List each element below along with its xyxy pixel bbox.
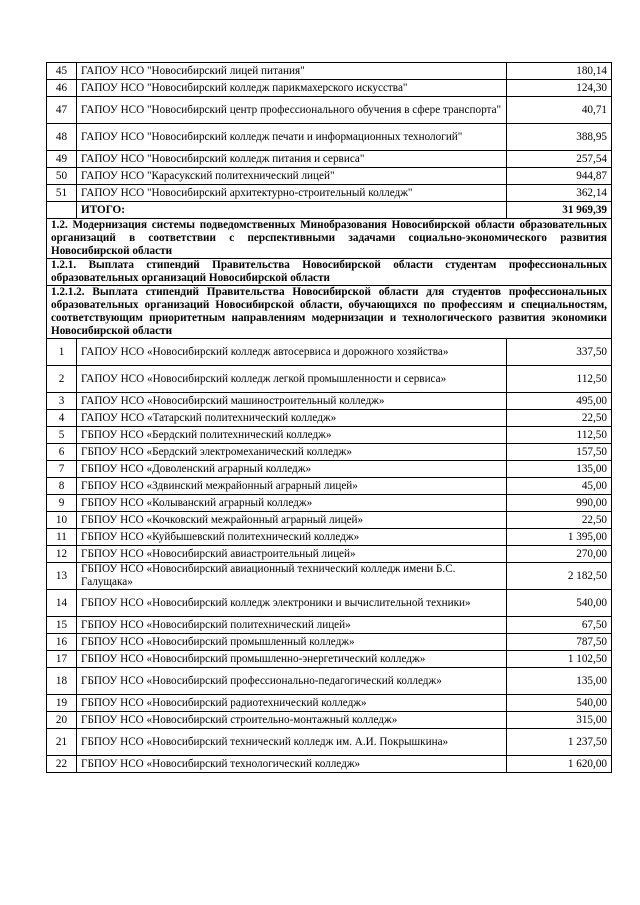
- organization-name: ГАПОУ НСО «Новосибирский колледж автосервиса и дорожного хозяйства»: [77, 339, 507, 366]
- table-row: [47, 756, 612, 773]
- organization-name: ГБПОУ НСО «Новосибирский промышленно-энергетический колледж»: [77, 651, 507, 668]
- table-row: [47, 634, 612, 651]
- table-row: [47, 546, 612, 563]
- table-row: [47, 63, 612, 80]
- row-number: 10: [47, 512, 77, 529]
- amount-value: 22,50: [507, 512, 612, 529]
- organization-name: ГБПОУ НСО «Новосибирский профессионально-педагогический колледж»: [77, 668, 507, 695]
- table-row: [47, 124, 612, 151]
- table-row: [47, 427, 612, 444]
- organization-name: ГБПОУ НСО «Новосибирский авиастроительный лицей»: [77, 546, 507, 563]
- amount-value: 1 102,50: [507, 651, 612, 668]
- organization-name: ГБПОУ НСО «Новосибирский технический колледж им. А.И. Покрышкина»: [77, 729, 507, 756]
- row-number: 46: [47, 80, 77, 97]
- row-number: 45: [47, 63, 77, 80]
- row-number: 47: [47, 97, 77, 124]
- row-number: 14: [47, 590, 77, 617]
- organization-name: ГБПОУ НСО «Новосибирский промышленный колледж»: [77, 634, 507, 651]
- row-number: 21: [47, 729, 77, 756]
- table-row: [47, 151, 612, 168]
- organization-name: ГАПОУ НСО «Новосибирский машиностроительный колледж»: [77, 393, 507, 410]
- row-number: 20: [47, 712, 77, 729]
- section-1-2-1-2: 1.2.1.2. Выплата стипендий Правительства Новосибирской области для студентов профессиональных образовательных организаций Новосибирской области, обучающихся по профессиям и специальностям, соответствующим приоритетным направлениям модернизации и технологического развития экономики Новосибирской области: [47, 286, 612, 339]
- row-number: 22: [47, 756, 77, 773]
- amount-value: 1 395,00: [507, 529, 612, 546]
- section-row: [47, 259, 612, 286]
- organization-name: ГБПОУ НСО «Здвинский межрайонный аграрный лицей»: [77, 478, 507, 495]
- table-row: [47, 695, 612, 712]
- row-number: 5: [47, 427, 77, 444]
- amount-value: 270,00: [507, 546, 612, 563]
- amount-value: 135,00: [507, 668, 612, 695]
- organization-name: ГАПОУ НСО "Новосибирский колледж питания и сервиса": [77, 151, 507, 168]
- organization-name: ГАПОУ НСО «Татарский политехнический колледж»: [77, 410, 507, 427]
- table-row: [47, 712, 612, 729]
- section-headers: [47, 219, 612, 339]
- amount-value: 45,00: [507, 478, 612, 495]
- row-number: 12: [47, 546, 77, 563]
- table-row: [47, 495, 612, 512]
- table-row: [47, 185, 612, 202]
- table-row: [47, 590, 612, 617]
- total-value: 31 969,39: [507, 202, 612, 219]
- amount-value: 1 620,00: [507, 756, 612, 773]
- row-number: 19: [47, 695, 77, 712]
- amount-value: 67,50: [507, 617, 612, 634]
- total-num-cell: [47, 202, 77, 219]
- total-block: [47, 202, 612, 219]
- amount-value: 135,00: [507, 461, 612, 478]
- row-number: 1: [47, 339, 77, 366]
- row-number: 6: [47, 444, 77, 461]
- amount-value: 337,50: [507, 339, 612, 366]
- organization-name: ГБПОУ НСО «Новосибирский политехнический лицей»: [77, 617, 507, 634]
- organization-name: ГБПОУ НСО «Новосибирский строительно-монтажный колледж»: [77, 712, 507, 729]
- row-number: 49: [47, 151, 77, 168]
- row-number: 15: [47, 617, 77, 634]
- section-1-2: 1.2. Модернизация системы подведомственных Минобразования Новосибирской области образовательных организаций в соответствии с перспективными задачами социально-экономического развития Новосибирской области: [47, 219, 612, 259]
- amount-value: 257,54: [507, 151, 612, 168]
- table-row: [47, 563, 612, 590]
- amount-value: 40,71: [507, 97, 612, 124]
- row-number: 3: [47, 393, 77, 410]
- amount-value: 112,50: [507, 427, 612, 444]
- row-number: 9: [47, 495, 77, 512]
- amount-value: 944,87: [507, 168, 612, 185]
- amount-value: 180,14: [507, 63, 612, 80]
- organization-name: ГБПОУ НСО «Колыванский аграрный колледж»: [77, 495, 507, 512]
- table-row: [47, 461, 612, 478]
- table-row: [47, 168, 612, 185]
- amount-value: 540,00: [507, 590, 612, 617]
- table-row: [47, 529, 612, 546]
- row-number: 16: [47, 634, 77, 651]
- amount-value: 124,30: [507, 80, 612, 97]
- amount-value: 22,50: [507, 410, 612, 427]
- organization-name: ГАПОУ НСО "Новосибирский лицей питания": [77, 63, 507, 80]
- section-row: [47, 286, 612, 339]
- row-number: 48: [47, 124, 77, 151]
- organization-name: ГАПОУ НСО «Новосибирский колледж легкой промышленности и сервиса»: [77, 366, 507, 393]
- row-number: 4: [47, 410, 77, 427]
- table-row: [47, 393, 612, 410]
- table-row: [47, 478, 612, 495]
- bottom-rows: [47, 339, 612, 773]
- amount-value: 388,95: [507, 124, 612, 151]
- table-row: [47, 651, 612, 668]
- organization-name: ГАПОУ НСО "Новосибирский колледж печати и информационных технологий": [77, 124, 507, 151]
- organization-name: ГБПОУ НСО «Новосибирский колледж электроники и вычислительной техники»: [77, 590, 507, 617]
- table-row: [47, 410, 612, 427]
- row-number: 2: [47, 366, 77, 393]
- table-row: [47, 339, 612, 366]
- row-number: 17: [47, 651, 77, 668]
- amount-value: 1 237,50: [507, 729, 612, 756]
- organization-name: ГБПОУ НСО «Доволенский аграрный колледж»: [77, 461, 507, 478]
- amount-value: 540,00: [507, 695, 612, 712]
- organization-name: ГБПОУ НСО «Бердский политехнический колледж»: [77, 427, 507, 444]
- organization-name: ГАПОУ НСО "Новосибирский колледж парикмахерского искусства": [77, 80, 507, 97]
- total-label: ИТОГО:: [77, 202, 507, 219]
- table-row: [47, 97, 612, 124]
- table-row: [47, 512, 612, 529]
- organization-name: ГБПОУ НСО «Кочковский межрайонный аграрный лицей»: [77, 512, 507, 529]
- row-number: 51: [47, 185, 77, 202]
- row-number: 11: [47, 529, 77, 546]
- table-row: [47, 444, 612, 461]
- total-row: [47, 202, 612, 219]
- organization-name: ГБПОУ НСО «Новосибирский радиотехнический колледж»: [77, 695, 507, 712]
- organization-name: ГБПОУ НСО «Новосибирский технологический колледж»: [77, 756, 507, 773]
- table-row: [47, 668, 612, 695]
- row-number: 7: [47, 461, 77, 478]
- amount-value: 157,50: [507, 444, 612, 461]
- row-number: 18: [47, 668, 77, 695]
- row-number: 13: [47, 563, 77, 590]
- amount-value: 315,00: [507, 712, 612, 729]
- funding-table: [46, 62, 612, 773]
- organization-name: ГАПОУ НСО "Карасукский политехнический лицей": [77, 168, 507, 185]
- amount-value: 495,00: [507, 393, 612, 410]
- organization-name: ГБПОУ НСО «Новосибирский авиационный технический колледж имени Б.С. Галущака»: [77, 563, 507, 590]
- amount-value: 112,50: [507, 366, 612, 393]
- amount-value: 362,14: [507, 185, 612, 202]
- organization-name: ГАПОУ НСО "Новосибирский архитектурно-строительный колледж": [77, 185, 507, 202]
- top-rows: [47, 63, 612, 202]
- amount-value: 990,00: [507, 495, 612, 512]
- section-1-2-1: 1.2.1. Выплата стипендий Правительства Новосибирской области студентам профессиональных образовательных организаций Новосибирской области: [47, 259, 612, 286]
- amount-value: 787,50: [507, 634, 612, 651]
- organization-name: ГБПОУ НСО «Бердский электромеханический колледж»: [77, 444, 507, 461]
- organization-name: ГБПОУ НСО «Куйбышевский политехнический колледж»: [77, 529, 507, 546]
- table-row: [47, 729, 612, 756]
- section-row: [47, 219, 612, 259]
- amount-value: 2 182,50: [507, 563, 612, 590]
- row-number: 8: [47, 478, 77, 495]
- table-row: [47, 80, 612, 97]
- table-row: [47, 617, 612, 634]
- organization-name: ГАПОУ НСО "Новосибирский центр профессионального обучения в сфере транспорта": [77, 97, 507, 124]
- table-row: [47, 366, 612, 393]
- row-number: 50: [47, 168, 77, 185]
